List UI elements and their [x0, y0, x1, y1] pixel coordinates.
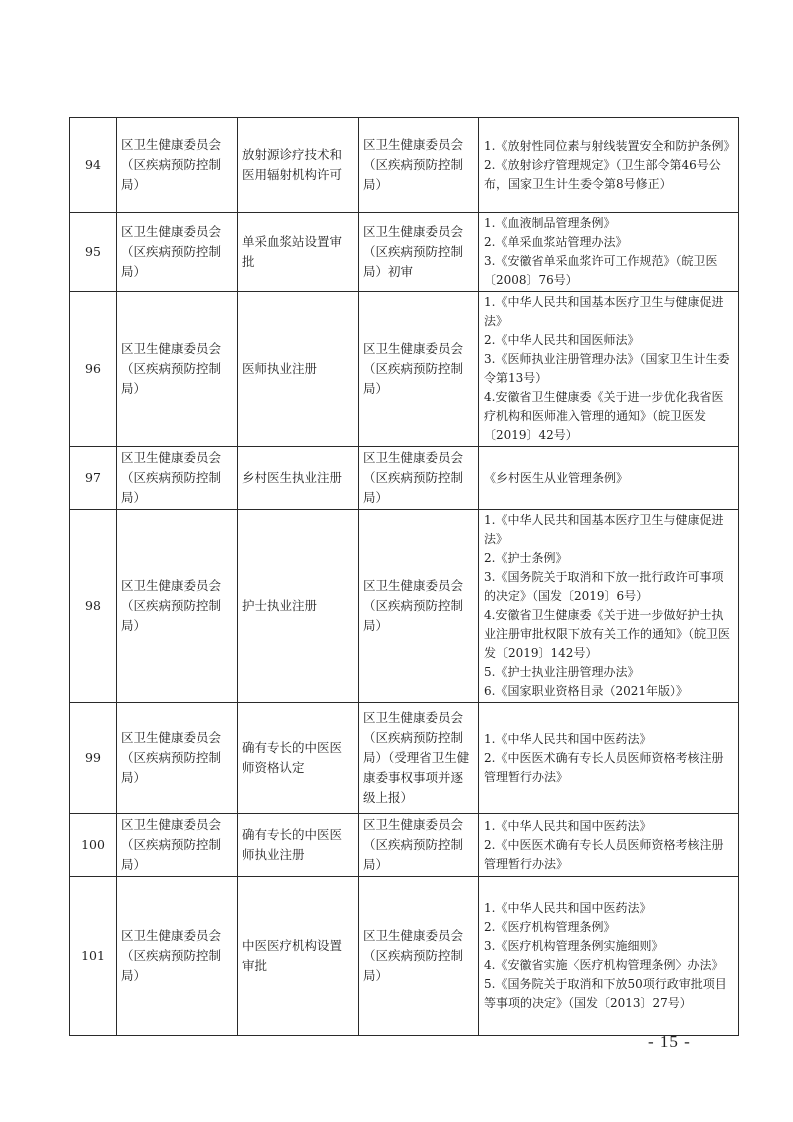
legal-basis-cell [479, 814, 739, 877]
legal-basis-item: 3.《医疗机构管理条例实施细则》 [484, 939, 664, 953]
legal-basis-item: 4.《安徽省实施〈医疗机构管理条例〉办法》 [484, 958, 724, 972]
legal-basis-item: 3.《安徽省单采血浆许可工作规范》（皖卫医〔2008〕76号） [484, 254, 718, 287]
item-name-cell: 确有专长的中医医师执业注册 [238, 814, 359, 877]
table-body [70, 118, 739, 1036]
department-cell: 区卫生健康委员会（区疾病预防控制局） [117, 118, 238, 213]
legal-basis-item: 3.《国务院关于取消和下放一批行政许可事项的决定》（国发〔2019〕6号） [484, 570, 724, 603]
implementing-org-cell: 区卫生健康委员会（区疾病预防控制局）（受理省卫生健康委事权事项并逐级上报） [359, 703, 479, 814]
table-row [70, 213, 739, 292]
item-name-cell: 医师执业注册 [238, 292, 359, 447]
item-number: 98 [70, 510, 117, 703]
page-number: - 15 - [648, 1032, 691, 1051]
department-cell: 区卫生健康委员会（区疾病预防控制局） [117, 292, 238, 447]
table-row [70, 510, 739, 703]
implementing-org-cell: 区卫生健康委员会（区疾病预防控制局） [359, 118, 479, 213]
table-row [70, 447, 739, 510]
legal-basis-item: 5.《护士执业注册管理办法》 [484, 665, 640, 679]
item-number: 95 [70, 213, 117, 292]
item-number: 101 [70, 877, 117, 1036]
legal-basis-cell [479, 118, 739, 213]
item-number: 99 [70, 703, 117, 814]
department-cell: 区卫生健康委员会（区疾病预防控制局） [117, 877, 238, 1036]
item-number: 97 [70, 447, 117, 510]
legal-basis-item: 2.《中医医术确有专长人员医师资格考核注册管理暂行办法》 [484, 837, 724, 871]
legal-basis-cell [479, 447, 739, 510]
legal-basis-item: 3.《医师执业注册管理办法》（国家卫生计生委令第13号） [484, 352, 730, 385]
legal-basis-item: 1.《放射性同位素与射线装置安全和防护条例》 [484, 138, 736, 153]
implementing-org-cell: 区卫生健康委员会（区疾病预防控制局） [359, 447, 479, 510]
legal-basis-cell [479, 510, 739, 703]
table-row [70, 877, 739, 1036]
item-name-cell: 护士执业注册 [238, 510, 359, 703]
item-name-cell: 放射源诊疗技术和医用辐射机构许可 [238, 118, 359, 213]
implementing-org-cell: 区卫生健康委员会（区疾病预防控制局） [359, 814, 479, 877]
implementing-org-cell: 区卫生健康委员会（区疾病预防控制局） [359, 510, 479, 703]
department-cell: 区卫生健康委员会（区疾病预防控制局） [117, 703, 238, 814]
item-name-cell: 确有专长的中医医师资格认定 [238, 703, 359, 814]
legal-basis-item: 1.《中华人民共和国中医药法》 [484, 901, 652, 915]
legal-basis-item: 2.《放射诊疗管理规定》（卫生部令第46号公布，国家卫生计生委令第8号修正） [484, 157, 721, 191]
legal-basis-item: 1.《中华人民共和国中医药法》 [484, 818, 652, 833]
item-number: 100 [70, 814, 117, 877]
table-row [70, 814, 739, 877]
legal-basis-item: 1.《中华人民共和国基本医疗卫生与健康促进法》 [484, 295, 724, 328]
legal-basis-item: 5.《国务院关于取消和下放50项行政审批项目等事项的决定》（国发〔2013〕27号） [484, 977, 727, 1010]
legal-basis-cell [479, 877, 739, 1036]
legal-basis-item: 《乡村医生从业管理条例》 [484, 470, 629, 485]
legal-basis-item: 1.《中华人民共和国基本医疗卫生与健康促进法》 [484, 513, 724, 546]
implementing-org-cell: 区卫生健康委员会（区疾病预防控制局） [359, 877, 479, 1036]
legal-basis-item: 2.《护士条例》 [484, 551, 568, 565]
table-row [70, 292, 739, 447]
legal-basis-item: 1.《血液制品管理条例》 [484, 216, 616, 230]
legal-basis-item: 4.安徽省卫生健康委《关于进一步做好护士执业注册审批权限下放有关工作的通知》（皖卫医发〔2019〕142号） [484, 608, 731, 660]
table-row [70, 118, 739, 213]
item-name-cell: 乡村医生执业注册 [238, 447, 359, 510]
item-name-cell: 单采血浆站设置审批 [238, 213, 359, 292]
legal-basis-item: 2.《医疗机构管理条例》 [484, 920, 616, 934]
item-name-cell: 中医医疗机构设置审批 [238, 877, 359, 1036]
department-cell: 区卫生健康委员会（区疾病预防控制局） [117, 510, 238, 703]
implementing-org-cell: 区卫生健康委员会（区疾病预防控制局） [359, 292, 479, 447]
department-cell: 区卫生健康委员会（区疾病预防控制局） [117, 213, 238, 292]
legal-basis-cell [479, 703, 739, 814]
legal-basis-cell [479, 292, 739, 447]
legal-basis-item: 4.安徽省卫生健康委《关于进一步优化我省医疗机构和医师准入管理的通知》（皖卫医发〔2019〕42号） [484, 390, 724, 442]
department-cell: 区卫生健康委员会（区疾病预防控制局） [117, 814, 238, 877]
legal-basis-item: 2.《单采血浆站管理办法》 [484, 235, 628, 249]
department-cell: 区卫生健康委员会（区疾病预防控制局） [117, 447, 238, 510]
legal-basis-item: 2.《中医医术确有专长人员医师资格考核注册管理暂行办法》 [484, 750, 724, 784]
item-number: 94 [70, 118, 117, 213]
approval-items-table [69, 117, 739, 1036]
legal-basis-cell [479, 213, 739, 292]
legal-basis-item: 2.《中华人民共和国医师法》 [484, 333, 640, 347]
implementing-org-cell: 区卫生健康委员会（区疾病预防控制局）初审 [359, 213, 479, 292]
item-number: 96 [70, 292, 117, 447]
legal-basis-item: 6.《国家职业资格目录（2021年版）》 [484, 684, 688, 698]
legal-basis-item: 1.《中华人民共和国中医药法》 [484, 731, 652, 746]
table-row [70, 703, 739, 814]
